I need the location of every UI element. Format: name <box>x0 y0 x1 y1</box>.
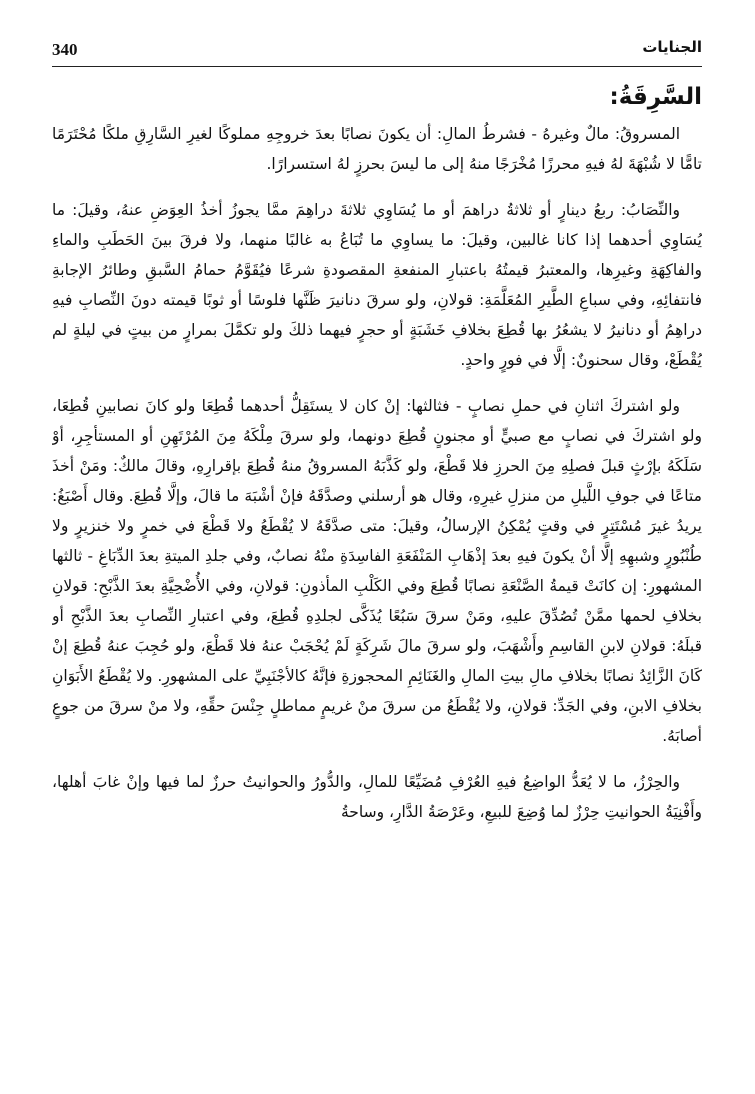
section-title: السَّرِقَةُ: <box>609 84 702 110</box>
running-head: الجنايات <box>642 38 702 56</box>
paragraph: والحِرْزُ، ما لا يُعَدُّ الواضِعُ فيهِ العُرْفِ مُضَيِّعًا للمالِ، والدُّورُ والحوانيتُ حرزٌ لما فيها وإنْ غابَ أهلها، وأَفْنِيَةُ الحوانيتِ حِرْزٌ لما وُضِعَ للبيعِ، وعَرْصَةُ الدَّارِ، وساحةُ <box>52 773 702 822</box>
page-number: 340 <box>52 40 78 59</box>
document-page <box>52 38 702 1078</box>
paragraph: والنِّصَابُ: ربعُ دينارٍ أو ثلاثةُ دراهمَ أو ما يُسَاوِي ثلاثةَ دراهِمَ ممَّا يجوزُ أخذُ العِوَضِ عنهُ، وقيلَ: ما يُسَاوِي أحدهما إذا كانا غالبين، وقيلَ: ما يساوِي ما تُبَاعُ به غالبًا منهما، ولا فرقَ بينَ الحَطَبِ والماءِ والفاكِهَةِ وغيرِها، والمعتبرُ قيمتُهُ باعتبارِ المنفعةِ المقصودةِ شرعًا فيُقَوَّمُ حمامُ السَّبقِ وطائرُ الإجابةِ فانتفائِهِ، وفي سباعِ الطَّيرِ المُعَلَّمَةِ: قولانِ، ولو سرقَ دنانيرَ ظَنَّها فلوسًا أو ثوبًا قيمته دونَ النِّصابِ فيهِ دراهِمُ أو دنانيرُ لا يشعُرُ بها قُطِعَ بخلافِ خَشَبَةٍ أو حجرٍ فيهما ذلكَ ولو تكمَّلَ بمرارٍ من بيتٍ في ليلةٍ لم يُقْطَعْ، وقال سحنونٌ: إلَّا في فورٍ واحدٍ. <box>52 201 702 370</box>
paragraph: المسروقُ: مالٌ وغيرهُ - فشرطُ المالِ: أن يكونَ نصابًا بعدَ خروجِهِ مملوكًا لغيرِ السَّارِقِ ملكًا مُحْتَرَمًا تامًّا لا شُبْهَةَ لهُ فيهِ محرزًا مُخْرَجًا منهُ إلى ما ليسَ بحرزٍ لهُ استسرارًا. <box>52 125 702 174</box>
body-text <box>52 119 702 827</box>
paragraph: ولو اشتركَ اثنانِ في حملِ نصابٍ - فثالثها: إنْ كان لا يستَقِلُّ أحدهما قُطِعَا ولو كانَ نصابينِ قُطِعَا، ولو اشتركَ في نصابٍ مع صبيٍّ أو مجنونٍ قُطِعَ دونهما، ولو سرقَ مِلْكَهُ مِنَ المُرْتَهِنِ أو المستأجِرِ، أوْ سَلَكَهُ بإرْثٍ قبلَ فصلِهِ مِنَ الحرزِ فلا قَطْعَ، ولو كَذَّبَهُ المسروقُ منهُ قُطِعَ بإقرارِهِ، وقالَ مالكٌ: ومَنْ أخذَ متاعًا في جوفِ اللَّيلِ من منزلِ غيرِهِ، وقال هو أرسلني وصدَّقَهُ فإنْ أشْبَهَ ما قالَ، وإلَّا قُطِعَ. وقال أَصْبَغُ: يريدُ غيرَ مُسْتَتِرٍ في وقتٍ يُمْكِنُ الإرسالُ، وقيلَ: متى صدَّقَهُ لا يُقْطَعُ ولا قَطْعَ في خمرٍ ولا خنزيرٍ ولا طُنْبُورٍ وشبهِهِ إلَّا أنْ يكونَ فيهِ بعدَ إذْهَابِ المَنْفَعَةِ الفاسِدَةِ منْهُ نصابٌ، وفي جلدِ الميتةِ بعدَ الدِّبَاغِ - ثالثها المشهورِ: إن كانَتْ قيمةُ الصَّنْعَةِ نصابًا قُطِعَ وفي الكَلْبِ المأذونِ: قولانِ، وفي الأُضْحِيَّةِ بعدَ الذَّبْحِ: قولانِ بخلافِ لحمها ممَّنْ تُصُدِّقَ عليهِ، ومَنْ سرقَ سَبُعًا يُذَكَّى لجلدِهِ قُطِعَ، وفي اعتبارِ النِّصابِ بعدَ الذَّبْحِ أو قبلَهُ: قولانِ لابنِ القاسِمِ وأَشْهَبَ، ولو سرقَ مالَ شَرِكَةٍ لَمْ يُحْجَبْ عنهُ فلا قَطْعَ، ولو حُجِبَ عنهُ قُطِعَ إنْ كَانَ الزَّائِدُ نصابًا بخلافِ مالِ بيتِ المالِ والغَنَائِمِ المحجوزةِ فإنَّهُ كالأجْنَبِيِّ على المشهورِ. ولا يُقْطَعُ الأَبَوَانِ بخلافِ الابنِ، وفي الجَدِّ: قولانِ، ولا يُقْطَعُ من سرقَ منْ غريمٍ مماطلٍ جِنْسَ حقِّهِ، ولا منْ سرقَ من جوعٍ أصابَهُ. <box>52 397 702 746</box>
page-header <box>52 38 702 67</box>
